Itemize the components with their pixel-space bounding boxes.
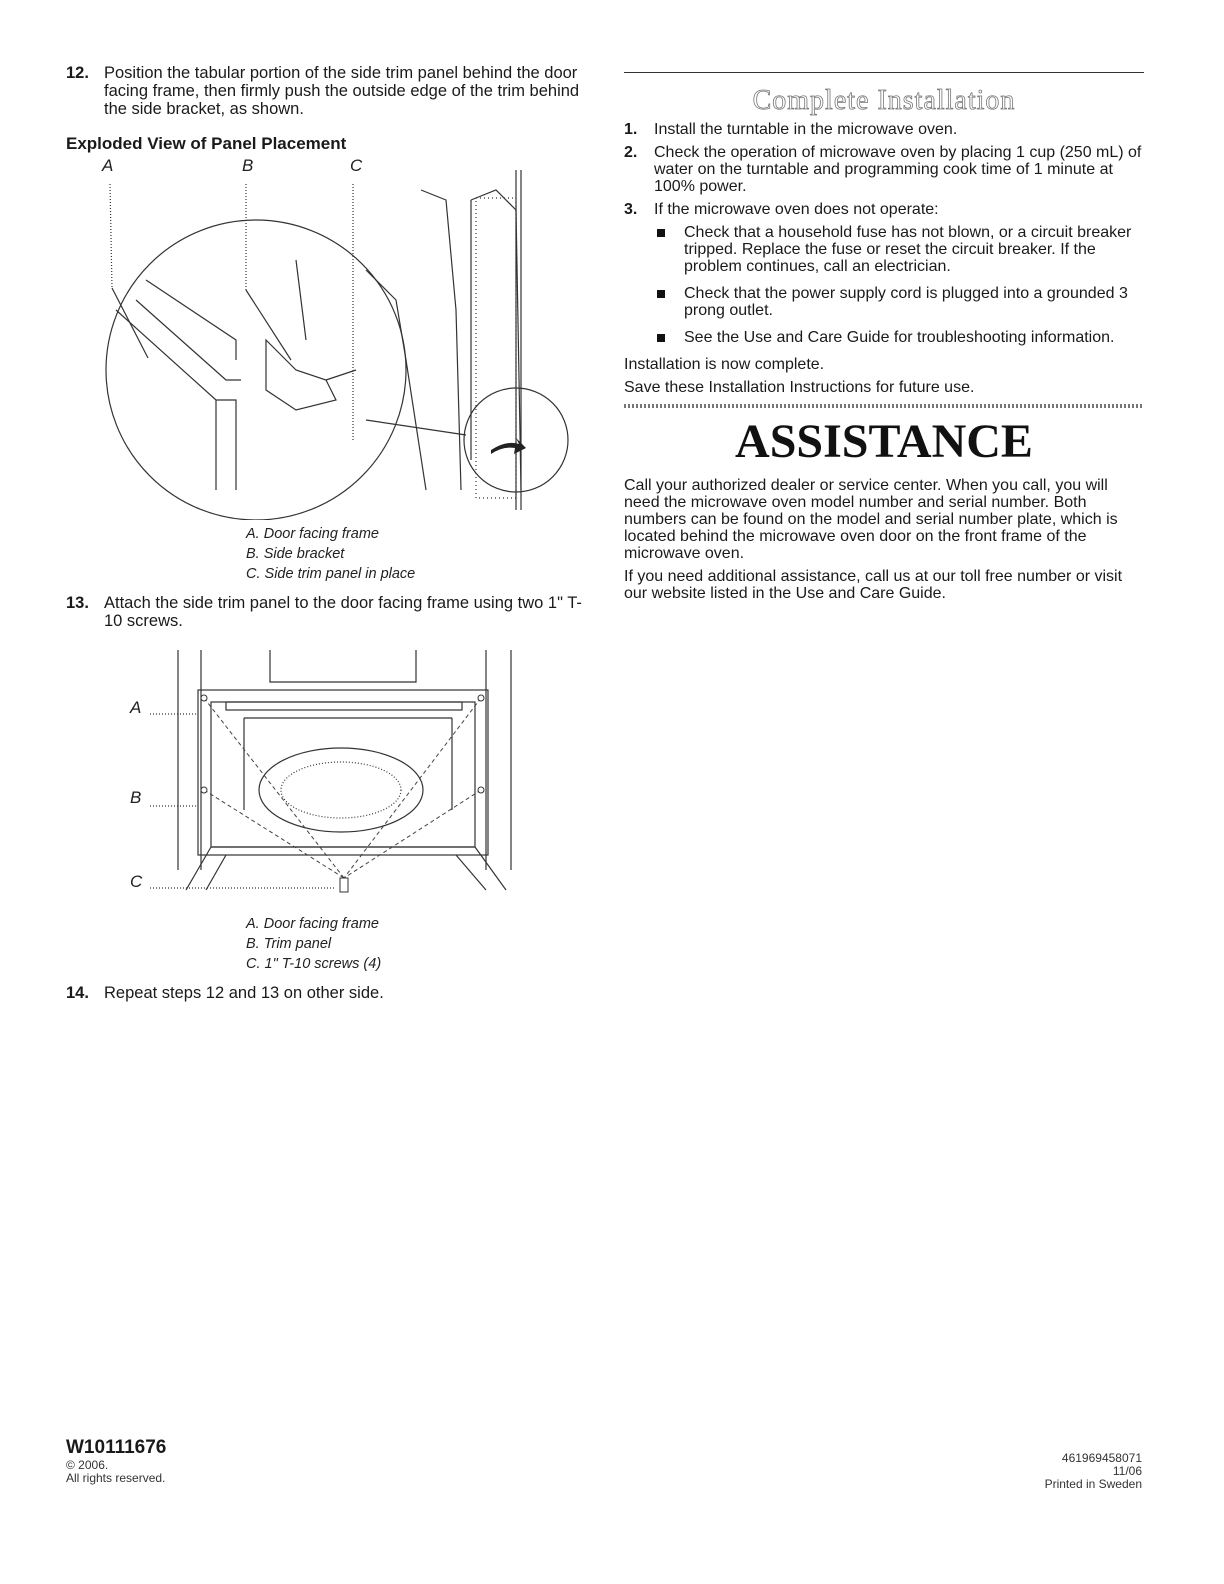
figure1-label-c: C — [350, 156, 363, 175]
caption: C. Side trim panel in place — [246, 566, 416, 582]
caption: C. 1" T-10 screws (4) — [246, 956, 382, 972]
exploded-view-heading: Exploded View of Panel Placement — [66, 134, 347, 153]
caption: A. Door facing frame — [246, 526, 379, 542]
troubleshoot-bullet — [624, 329, 1144, 346]
bullet-icon — [657, 334, 665, 342]
troubleshoot-bullet — [624, 224, 1144, 275]
rights-reserved: All rights reserved. — [66, 1471, 166, 1485]
left-column — [66, 64, 586, 1012]
document-number: W10111676 — [66, 1437, 167, 1458]
figure1-captions — [246, 524, 586, 584]
figure1-label-a: A — [102, 156, 114, 175]
step-number: 2. — [624, 144, 638, 161]
step-14 — [66, 984, 586, 1002]
save-instructions-text: Save these Installation Instructions for future use. — [624, 379, 975, 396]
part-number: 461969458071 — [1061, 1451, 1142, 1465]
troubleshoot-bullet — [624, 285, 1144, 319]
bullet-text: Check that the power supply cord is plugged into a grounded 3 prong outlet. — [684, 285, 1128, 319]
step-text: Attach the side trim panel to the door facing frame using two 1" T-10 screws. — [104, 594, 582, 630]
bullet-icon — [657, 229, 665, 237]
top-divider — [624, 72, 1144, 73]
step-12 — [66, 64, 586, 118]
right-column — [624, 64, 1144, 608]
figure2-captions — [246, 914, 586, 974]
step-number: 1. — [624, 121, 638, 138]
trim-panel-figure — [66, 640, 586, 910]
assistance-paragraph: If you need additional assistance, call us at our toll free number or visit our website listed in the Use and Care Guide. — [624, 568, 1123, 602]
step-number: 13. — [66, 594, 89, 612]
footer-left — [66, 1437, 166, 1485]
footer-right — [1045, 1452, 1142, 1491]
figure2-label-b: B — [130, 788, 142, 807]
exploded-view-illustration — [66, 160, 586, 520]
bullet-text: See the Use and Care Guide for troubleshooting information. — [684, 329, 1115, 346]
step-text: Install the turntable in the microwave oven. — [654, 121, 958, 138]
install-step-1 — [624, 121, 1144, 138]
dotted-divider — [624, 404, 1144, 408]
step-number: 14. — [66, 984, 89, 1002]
install-step-3 — [624, 201, 1144, 218]
bullet-text: Check that a household fuse has not blown, or a circuit breaker tripped. Replace the fuse or reset the circuit breaker. If the problem continues, call an electrician. — [684, 224, 1132, 275]
step-13 — [66, 594, 586, 630]
assistance-paragraph: Call your authorized dealer or service center. When you call, you will need the microwave oven model number and serial number. Both numbers can be found on the model and serial number plate, which is located behind the microwave oven door on the front frame of the microwave oven. — [624, 477, 1118, 562]
step-text: Position the tabular portion of the side trim panel behind the door facing frame, then firmly push the outside edge of the trim behind the side bracket, as shown. — [104, 64, 580, 118]
step-number: 12. — [66, 64, 89, 82]
exploded-view-figure — [66, 156, 586, 520]
copyright: © 2006. — [66, 1458, 109, 1472]
figure2-label-c: C — [130, 872, 143, 891]
install-step-2 — [624, 144, 1144, 195]
complete-installation-heading: Complete Installation — [752, 85, 1016, 116]
step-text: Repeat steps 12 and 13 on other side. — [104, 984, 384, 1002]
step-number: 3. — [624, 201, 638, 218]
step-text: Check the operation of microwave oven by placing 1 cup (250 mL) of water on the turntable and programming cook time of 1 minute at 100% power. — [654, 144, 1142, 195]
caption: B. Side bracket — [246, 546, 345, 562]
figure1-label-b: B — [242, 156, 254, 175]
figure2-label-a: A — [130, 698, 142, 717]
bullet-icon — [657, 290, 665, 298]
caption: B. Trim panel — [246, 936, 332, 952]
assistance-heading: ASSISTANCE — [735, 415, 1033, 468]
step-text: If the microwave oven does not operate: — [654, 201, 939, 218]
print-date: 11/06 — [1112, 1464, 1142, 1478]
printed-in: Printed in Sweden — [1044, 1477, 1142, 1491]
installation-complete-text: Installation is now complete. — [624, 356, 825, 373]
trim-panel-illustration — [66, 640, 586, 910]
caption: A. Door facing frame — [246, 916, 379, 932]
